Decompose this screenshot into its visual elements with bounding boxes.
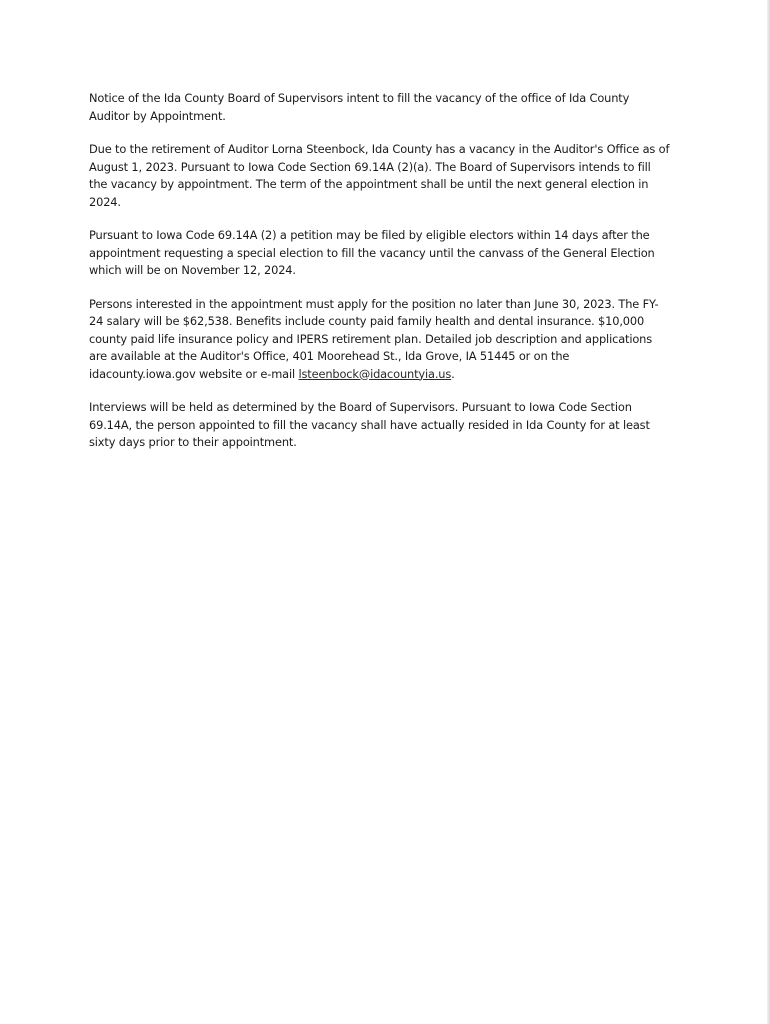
- notice-body: [89, 90, 669, 468]
- text-line: Interviews will be held as determined by the Board of Supervisors. Pursuant to Iowa Code Section: [89, 400, 632, 414]
- text-line: [89, 366, 669, 384]
- vacancy-paragraph: [89, 141, 669, 211]
- text-line: Auditor by Appointment.: [89, 108, 226, 123]
- text-line: August 1, 2023. Pursuant to Iowa Code Section 69.14A (2)(a). The Board of Supervisors intends to fill: [89, 159, 651, 174]
- text-line: the vacancy by appointment. The term of the appointment shall be until the next general election in: [89, 177, 649, 191]
- email-link[interactable]: lsteenbock@idacountyia.us: [298, 366, 452, 381]
- text-line: 2024.: [89, 194, 121, 209]
- text-line: Due to the retirement of Auditor Lorna Steenbock, Ida County has a vacancy in the Auditor's Office as of: [89, 142, 670, 156]
- application-paragraph: [89, 296, 669, 384]
- email-line-suffix: .: [451, 366, 455, 381]
- text-line: sixty days prior to their appointment.: [89, 435, 297, 449]
- petition-paragraph: [89, 227, 669, 280]
- interviews-paragraph: [89, 399, 669, 452]
- notice-title-paragraph: [89, 90, 669, 125]
- text-line: Notice of the Ida County Board of Supervisors intent to fill the vacancy of the office of Ida County: [89, 91, 630, 105]
- text-line: 24 salary will be $62,538. Benefits include county paid family health and dental insurance. $10,000: [89, 314, 645, 328]
- text-line: county paid life insurance policy and IPERS retirement plan. Detailed job description and applications: [89, 331, 653, 346]
- text-line: Pursuant to Iowa Code 69.14A (2) a petition may be filed by eligible electors within 14 days after the: [89, 228, 650, 242]
- text-line: 69.14A, the person appointed to fill the vacancy shall have actually resided in Ida County for at least: [89, 417, 650, 432]
- text-line: which will be on November 12, 2024.: [89, 263, 296, 277]
- email-line-prefix: idacounty.iowa.gov website or e-mail: [89, 366, 299, 381]
- text-line: appointment requesting a special election to fill the vacancy until the canvass of the General Election: [89, 245, 655, 260]
- text-line: Persons interested in the appointment must apply for the position no later than June 30, 2023. The FY-: [89, 296, 659, 311]
- text-line: are available at the Auditor's Office, 401 Moorehead St., Ida Grove, IA 51445 or on the: [89, 349, 570, 363]
